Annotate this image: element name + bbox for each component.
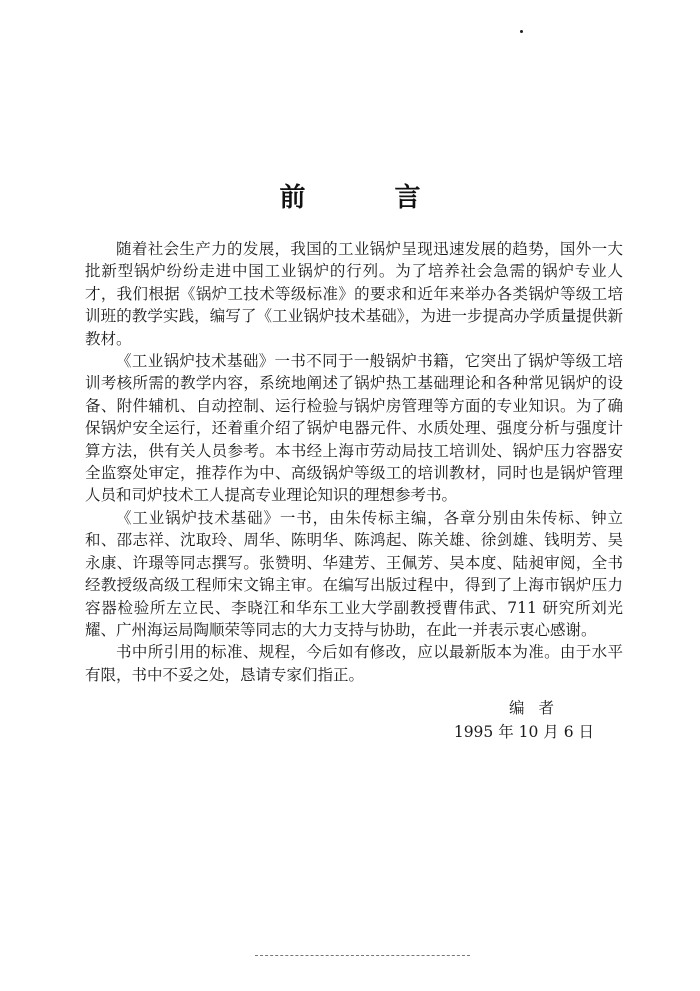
signoff bbox=[454, 696, 594, 744]
signoff-author: 编者 bbox=[508, 699, 568, 717]
page-title: 前 言 bbox=[279, 183, 461, 214]
preface-body bbox=[85, 238, 623, 686]
paragraph-1: 随着社会生产力的发展，我国的工业锅炉呈现迅速发展的趋势，国外一大批新型锅炉纷纷走进中国工业锅炉的行列。为了培养社会急需的锅炉专业人才，我们根据《锅炉工技术等级标准》的要求和近年来举办各类锅炉等级工培训班的教学实践，编写了《工业锅炉技术基础》，为进一步提高办学质量提供新教材。 bbox=[85, 240, 623, 348]
paragraph-4: 书中所引用的标准、规程，今后如有修改，应以最新版本为准。由于水平有限，书中不妥之处，恳请专家们指正。 bbox=[85, 643, 623, 684]
paragraph-3: 《工业锅炉技术基础》一书，由朱传标主编，各章分别由朱传标、钟立和、邵志祥、沈取玲、周华、陈明华、陈鸿起、陈关雄、徐剑雄、钱明芳、吴永康、许璟等同志撰写。张赞明、华建芳、王佩芳、吴本度、陆昶审阅，全书经教授级高级工程师宋文锦主审。在编写出版过程中，得到了上海市锅炉压力容器检验所左立民、李晓江和华东工业大学副教授曹伟武、711 研究所刘光耀、广州海运局陶顺荣等同志的大力支持与协助，在此一并表示衷心感谢。 bbox=[85, 508, 623, 639]
scan-speck bbox=[520, 30, 523, 33]
scan-artifact-line bbox=[255, 955, 470, 957]
paragraph-2: 《工业锅炉技术基础》一书不同于一般锅炉书籍，它突出了锅炉等级工培训考核所需的教学内容，系统地阐述了锅炉热工基础理论和各种常见锅炉的设备、附件辅机、自动控制、运行检验与锅炉房管理等方面的专业知识。为了确保锅炉安全运行，还着重介绍了锅炉电器元件、水质处理、强度分析与强度计算方法，供有关人员参考。本书经上海市劳动局技工培训处、锅炉压力容器安全监察处审定，推荐作为中、高级锅炉等级工的培训教材，同时也是锅炉管理人员和司炉技术工人提高专业理论知识的理想参考书。 bbox=[85, 352, 623, 505]
signoff-date: 1995 年 10 月 6 日 bbox=[453, 723, 594, 741]
